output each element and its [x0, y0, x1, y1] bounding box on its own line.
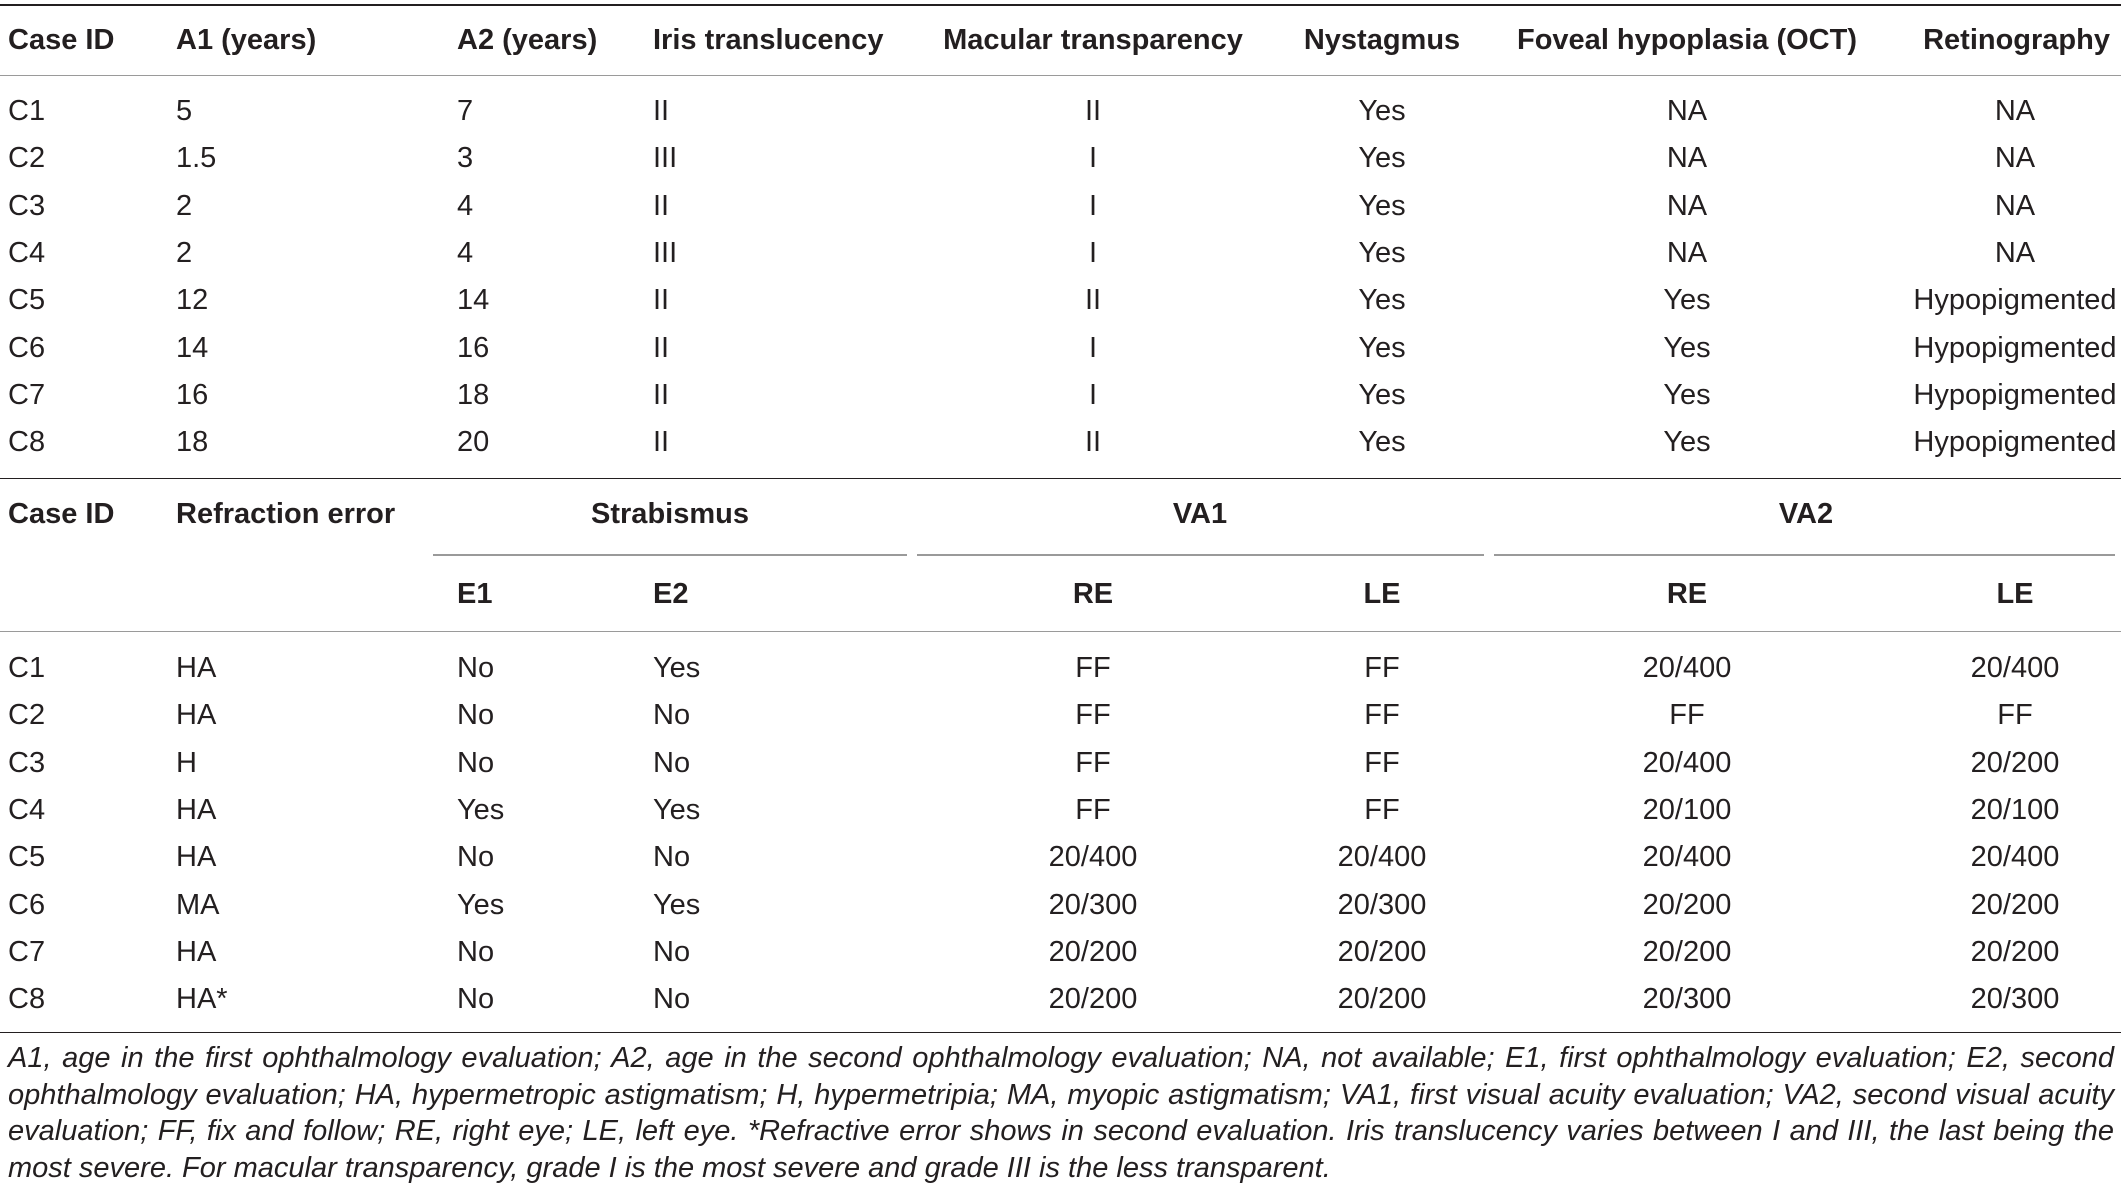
- cell-va2-re: 20/400: [1642, 841, 1732, 874]
- col-header-a1: A1 (years): [176, 24, 317, 56]
- cell-nystagmus: Yes: [1358, 236, 1406, 269]
- table-footnote: A1, age in the first ophthalmology evaluation; A2, age in the second ophthalmology evaluation; NA, not available; E1, first ophthalmology evaluation; E2, second ophthalmology evaluation; HA, hypermetropic astigmatism; H, hypermetripia; MA, myopic astigmatism; VA1, first visual acuity evaluation; VA2, second visual acuity evaluation; FF, fix and follow; RE, right eye; LE, left eye. *Refractive error shows in second evaluation. Iris translucency varies between I and III, the last being the most severe. For macular transparency, grade I is the most severe and grade III is the less transparent.: [8, 1042, 2114, 1184]
- cell-foveal-hypoplasia: Yes: [1663, 284, 1711, 317]
- cell-refraction-error: HA: [176, 699, 217, 732]
- cell-strabismus-e1: No: [457, 983, 495, 1016]
- cell-foveal-hypoplasia: NA: [1666, 189, 1708, 222]
- cell-va2-le: 20/100: [1970, 793, 2060, 826]
- table1-header-rule: [0, 75, 2121, 76]
- cell-va2-re: 20/100: [1642, 793, 1732, 826]
- table-row: [0, 325, 2121, 371]
- col-header-va1-le: LE: [1363, 578, 1401, 610]
- cell-va2-re: 20/300: [1642, 983, 1732, 1016]
- cell-case-id: C8: [8, 426, 46, 459]
- table-row: [0, 834, 2121, 880]
- cell-strabismus-e1: No: [457, 652, 495, 684]
- table-row: [0, 277, 2121, 323]
- cell-retinography: Hypopigmented: [1913, 331, 2117, 364]
- cell-va2-le: 20/200: [1970, 888, 2060, 921]
- va1-span-rule: [917, 554, 1484, 556]
- cell-retinography: Hypopigmented: [1913, 426, 2117, 459]
- cell-case-id: C2: [8, 699, 46, 732]
- cell-strabismus-e2: No: [653, 699, 691, 732]
- cell-a1: 1.5: [176, 142, 217, 175]
- cell-strabismus-e2: No: [653, 983, 691, 1016]
- col-header-e1: E1: [457, 578, 493, 610]
- cell-a2: 3: [457, 142, 474, 175]
- cell-case-id: C6: [8, 331, 46, 364]
- cell-iris-translucency: II: [653, 426, 670, 459]
- cell-va2-le: 20/300: [1970, 983, 2060, 1016]
- cell-case-id: C7: [8, 935, 46, 968]
- cell-strabismus-e2: No: [653, 746, 691, 779]
- table-row: [0, 183, 2121, 229]
- cell-case-id: C3: [8, 746, 46, 779]
- cell-strabismus-e1: Yes: [457, 793, 505, 826]
- cell-va2-le: 20/200: [1970, 935, 2060, 968]
- cell-a1: 5: [176, 95, 193, 127]
- cell-iris-translucency: II: [653, 284, 670, 317]
- cell-case-id: C8: [8, 983, 46, 1016]
- cell-retinography: NA: [1994, 95, 2036, 127]
- cell-iris-translucency: II: [653, 95, 670, 127]
- col-header-va1-re: RE: [1072, 578, 1114, 610]
- cell-a2: 4: [457, 236, 474, 269]
- cell-nystagmus: Yes: [1358, 284, 1406, 317]
- table2-header-row-2: [0, 571, 2121, 617]
- cell-retinography: Hypopigmented: [1913, 284, 2117, 317]
- cell-va1-re: FF: [1075, 793, 1111, 826]
- cell-retinography: NA: [1994, 236, 2036, 269]
- table2-header-row-1: [0, 491, 2121, 537]
- cell-case-id: C7: [8, 378, 46, 411]
- va2-span-rule: [1494, 554, 2115, 556]
- cell-va1-le: 20/300: [1337, 888, 1427, 921]
- cell-va2-re: FF: [1669, 699, 1705, 732]
- col-header-nystagmus: Nystagmus: [1303, 24, 1461, 56]
- cell-a1: 2: [176, 189, 193, 222]
- col-header-foveal-hypoplasia: Foveal hypoplasia (OCT): [1517, 24, 1857, 56]
- cell-strabismus-e2: No: [653, 841, 691, 874]
- cell-iris-translucency: II: [653, 331, 670, 364]
- cell-strabismus-e2: Yes: [653, 652, 701, 684]
- cell-a2: 18: [457, 378, 490, 411]
- table1-header-row: [0, 17, 2121, 63]
- col-header-refraction-error: Refraction error: [176, 498, 396, 530]
- table-row: [0, 692, 2121, 738]
- cell-va1-le: 20/200: [1337, 983, 1427, 1016]
- cell-case-id: C4: [8, 236, 46, 269]
- cell-va2-re: 20/200: [1642, 888, 1732, 921]
- col-header-va2-re: RE: [1666, 578, 1708, 610]
- cell-refraction-error: HA*: [176, 983, 228, 1016]
- cell-strabismus-e1: Yes: [457, 888, 505, 921]
- cell-case-id: C4: [8, 793, 46, 826]
- cell-foveal-hypoplasia: NA: [1666, 95, 1708, 127]
- cell-case-id: C1: [8, 652, 46, 684]
- cell-macular-transparency: I: [1088, 142, 1098, 175]
- cell-strabismus-e1: No: [457, 935, 495, 968]
- cell-strabismus-e1: No: [457, 746, 495, 779]
- cell-nystagmus: Yes: [1358, 426, 1406, 459]
- cell-strabismus-e1: No: [457, 841, 495, 874]
- cell-a1: 18: [176, 426, 209, 459]
- cell-case-id: C6: [8, 888, 46, 921]
- cell-va1-le: FF: [1364, 793, 1400, 826]
- cell-refraction-error: HA: [176, 652, 217, 684]
- cell-va1-le: FF: [1364, 652, 1400, 684]
- cell-va1-re: FF: [1075, 699, 1111, 732]
- cell-strabismus-e2: Yes: [653, 888, 701, 921]
- cell-macular-transparency: I: [1088, 331, 1098, 364]
- table-row: [0, 88, 2121, 134]
- cell-va2-le: 20/200: [1970, 746, 2060, 779]
- cell-va1-re: 20/400: [1048, 841, 1138, 874]
- table-row: [0, 740, 2121, 786]
- cell-a2: 4: [457, 189, 474, 222]
- table-row: [0, 135, 2121, 181]
- cell-strabismus-e2: Yes: [653, 793, 701, 826]
- cell-foveal-hypoplasia: Yes: [1663, 331, 1711, 364]
- cell-foveal-hypoplasia: Yes: [1663, 426, 1711, 459]
- cell-case-id: C5: [8, 841, 46, 874]
- col-header-a2: A2 (years): [457, 24, 598, 56]
- cell-refraction-error: HA: [176, 935, 217, 968]
- cell-nystagmus: Yes: [1358, 95, 1406, 127]
- col-header-retinography: Retinography: [1923, 24, 2110, 56]
- table-row: [0, 929, 2121, 975]
- col-header-case-id-2: Case ID: [8, 498, 115, 530]
- table-row: [0, 230, 2121, 276]
- cell-va2-re: 20/400: [1642, 652, 1732, 684]
- cell-macular-transparency: II: [1084, 284, 1102, 317]
- cell-va1-le: FF: [1364, 699, 1400, 732]
- cell-va2-le: 20/400: [1970, 652, 2060, 684]
- cell-iris-translucency: II: [653, 378, 670, 411]
- cell-nystagmus: Yes: [1358, 189, 1406, 222]
- col-header-va1: VA1: [1172, 498, 1228, 530]
- col-header-va2: VA2: [1778, 498, 1834, 530]
- cell-refraction-error: MA: [176, 888, 220, 921]
- cell-macular-transparency: I: [1088, 378, 1098, 411]
- cell-strabismus-e1: No: [457, 699, 495, 732]
- cell-nystagmus: Yes: [1358, 331, 1406, 364]
- cell-a1: 2: [176, 236, 193, 269]
- table-row: [0, 787, 2121, 833]
- table-divider-rule: [0, 478, 2121, 479]
- cell-a2: 7: [457, 95, 474, 127]
- cell-va1-re: FF: [1075, 746, 1111, 779]
- cell-va2-le: FF: [1997, 699, 2033, 732]
- cell-va2-re: 20/400: [1642, 746, 1732, 779]
- cell-case-id: C5: [8, 284, 46, 317]
- cell-refraction-error: H: [176, 746, 197, 779]
- cell-iris-translucency: II: [653, 189, 670, 222]
- col-header-strabismus: Strabismus: [591, 498, 749, 530]
- cell-foveal-hypoplasia: NA: [1666, 236, 1708, 269]
- cell-retinography: NA: [1994, 189, 2036, 222]
- cell-va1-re: 20/200: [1048, 983, 1138, 1016]
- cell-case-id: C3: [8, 189, 46, 222]
- cell-nystagmus: Yes: [1358, 142, 1406, 175]
- cell-a1: 14: [176, 331, 209, 364]
- cell-va1-le: FF: [1364, 746, 1400, 779]
- cell-a1: 16: [176, 378, 209, 411]
- cell-refraction-error: HA: [176, 841, 217, 874]
- cell-macular-transparency: I: [1088, 189, 1098, 222]
- cell-foveal-hypoplasia: NA: [1666, 142, 1708, 175]
- cell-strabismus-e2: No: [653, 935, 691, 968]
- col-header-iris-translucency: Iris translucency: [653, 24, 884, 56]
- cell-foveal-hypoplasia: Yes: [1663, 378, 1711, 411]
- table2-header-rule: [0, 631, 2121, 632]
- table-row: [0, 372, 2121, 418]
- cell-case-id: C1: [8, 95, 46, 127]
- cell-case-id: C2: [8, 142, 46, 175]
- strabismus-span-rule: [433, 554, 907, 556]
- cell-macular-transparency: II: [1084, 95, 1102, 127]
- cell-va1-le: 20/400: [1337, 841, 1427, 874]
- col-header-case-id: Case ID: [8, 24, 115, 56]
- cell-iris-translucency: III: [653, 236, 678, 269]
- table-row: [0, 419, 2121, 465]
- table1-top-rule: [0, 4, 2121, 6]
- cell-va1-re: 20/300: [1048, 888, 1138, 921]
- cell-va1-le: 20/200: [1337, 935, 1427, 968]
- table-row: [0, 976, 2121, 1022]
- cell-va2-re: 20/200: [1642, 935, 1732, 968]
- table-row: [0, 882, 2121, 928]
- cell-a1: 12: [176, 284, 209, 317]
- cell-macular-transparency: II: [1084, 426, 1102, 459]
- col-header-e2: E2: [653, 578, 689, 610]
- cell-a2: 16: [457, 331, 490, 364]
- cell-nystagmus: Yes: [1358, 378, 1406, 411]
- cell-retinography: Hypopigmented: [1913, 378, 2117, 411]
- col-header-va2-le: LE: [1996, 578, 2034, 610]
- cell-refraction-error: HA: [176, 793, 217, 826]
- cell-macular-transparency: I: [1088, 236, 1098, 269]
- cell-a2: 14: [457, 284, 490, 317]
- table2-bottom-rule: [0, 1032, 2121, 1033]
- cell-a2: 20: [457, 426, 490, 459]
- cell-va2-le: 20/400: [1970, 841, 2060, 874]
- cell-iris-translucency: III: [653, 142, 678, 175]
- cell-retinography: NA: [1994, 142, 2036, 175]
- cell-va1-re: FF: [1075, 652, 1111, 684]
- table-row: [0, 645, 2121, 691]
- cell-va1-re: 20/200: [1048, 935, 1138, 968]
- col-header-macular-transparency: Macular transparency: [943, 24, 1243, 56]
